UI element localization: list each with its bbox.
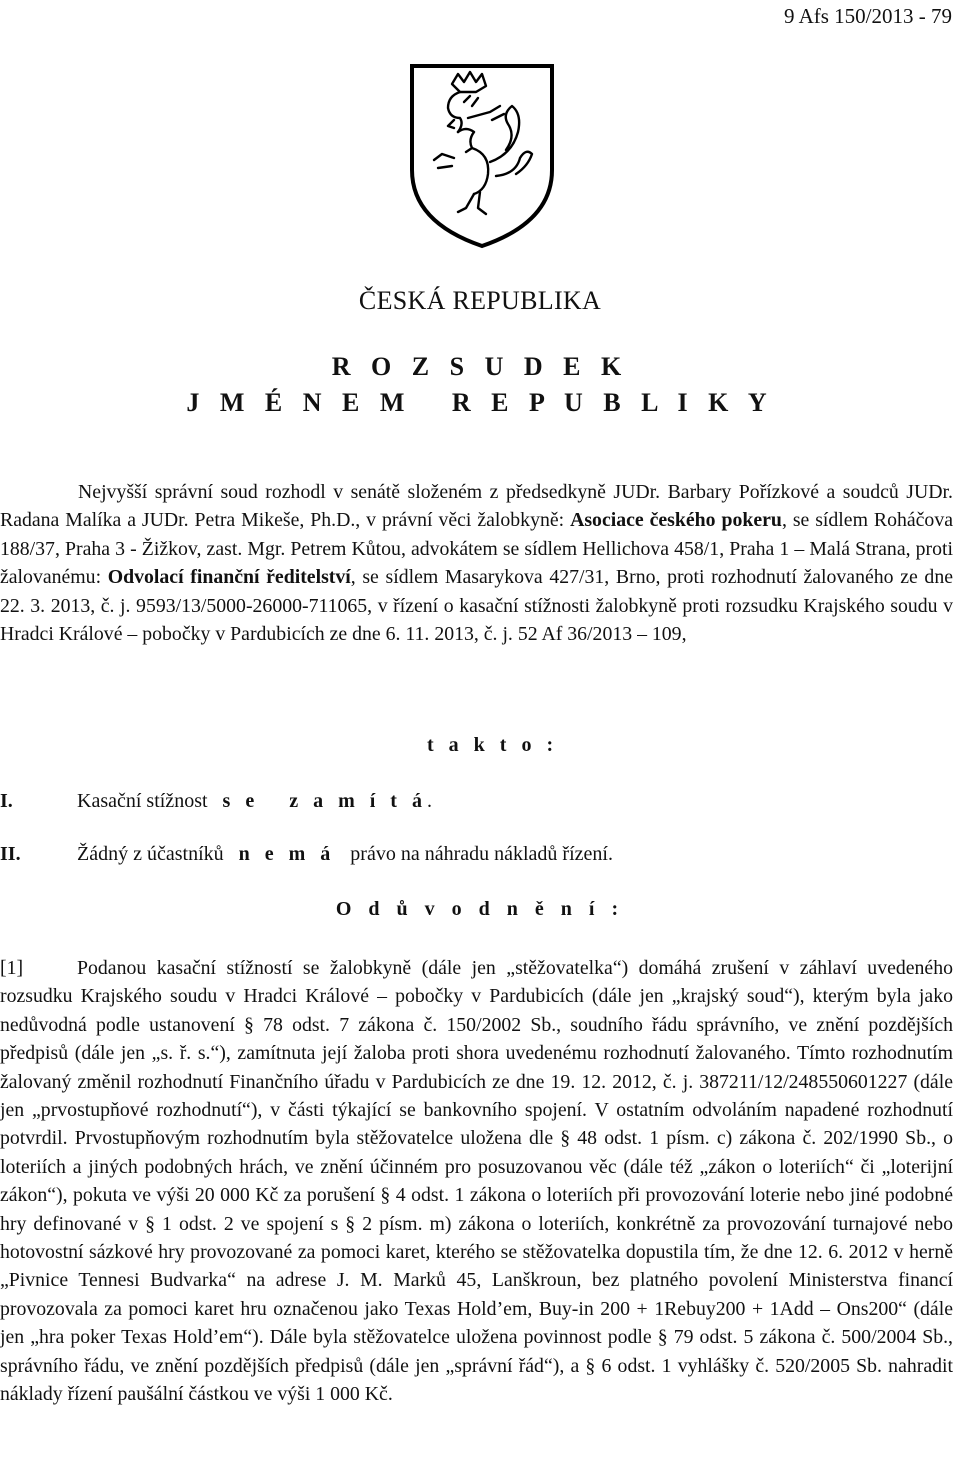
defendant-name: Odvolací finanční ředitelství bbox=[107, 566, 351, 589]
country-heading: ČESKÁ REPUBLIKA bbox=[358, 286, 602, 315]
reasoning-heading: O d ů v o d n ě n í : bbox=[335, 898, 625, 920]
takto-heading: t a k t o : bbox=[427, 734, 559, 756]
verdict-number: II. bbox=[0, 843, 21, 865]
verdict-pre: Kasační stížnost bbox=[77, 790, 208, 812]
verdict-item-2 bbox=[0, 843, 960, 873]
verdict-post: . bbox=[426, 790, 432, 812]
intro-paragraph bbox=[0, 478, 953, 648]
verdict-post: právo na náhradu nákladů řízení. bbox=[350, 843, 613, 865]
verdict-text bbox=[77, 843, 613, 866]
verdict-text bbox=[77, 790, 432, 813]
verdict-item-1 bbox=[0, 790, 960, 820]
paragraph-label: [1] bbox=[0, 957, 24, 979]
paragraph-text: Podanou kasační stížností se žalobkyně (dále jen „stěžovatelka“) domáhá zrušení v záhlaví uvedeného rozsudku Krajského soudu v Hradci Králové – pobočky v Pardubicích (dále jen „krajský soud“), kterým byla jako nedůvodná podle ustanovení § 78 odst. 7 zákona č. 150/2002 Sb., soudního řádu správního, ve znění pozdějších předpisů (dále jen „s. ř. s.“), zamítnuta její žaloba proti shora uvedenému rozhodnutí žalovaného. Tímto rozhodnutím žalovaný změnil rozhodnutí Finančního úřadu v Pardubicích ze dne 19. 12. 2012, č. j. 387211/12/248550601227 (dále jen „prvostupňové rozhodnutí“), v části týkající se bankovního spojení. V ostatním odvoláním napadené rozhodnutí potvrdil. Prvostupňovým rozhodnutím byla stěžovatelce uložena dle § 48 odst. 1 písm. c) zákona č. 202/1990 Sb., o loteriích a jiných podobných hrách, ve znění účinném pro posuzovanou věc (dále též „zákon o loteriích“ či „loterijní zákon“), pokuta ve výši 20 000 Kč za porušení § 4 odst. 1 zákona o loteriích při provozování loterie nebo jiné podobné hry definované v § 1 odst. 2 ve spojení s § 2 písm. m) zákona o loteriích, konkrétně za provozování turnajové nebo hotovostní sázkové hry provozované za pomoci karet, kterého se stěžovatelka dopustila tím, že dne 12. 6. 2012 v herně „Pivnice Tennesi Budvarka“ na adrese J. M. Marků 45, Lanškroun, bez platného povolení Ministerstva financí provozovala za pomoci karet hru označenou jako Texas Hold’em, Buy-in 200 + 1Rebuy200 + 1Add – Ons200“ (dále jen „hra poker Texas Hold’em“). Dále byla stěžovatelce uložena povinnost podle § 79 odst. 5 zákona č. 500/2004 Sb., správního řádu, ve znění pozdějších předpisů (dále jen „správní řád“), a § 6 odst. 1 vyhlášky č. 520/2005 Sb. nahradit náklady řízení paušální částkou ve výši 1 000 Kč. bbox=[0, 957, 953, 1406]
coat-of-arms-icon bbox=[408, 62, 556, 250]
verdict-number: I. bbox=[0, 790, 13, 812]
verdict-spaced: s e z a m í t á bbox=[222, 790, 427, 812]
case-number: 9 Afs 150/2013 - 79 bbox=[784, 4, 952, 28]
reasoning-paragraph-1 bbox=[0, 954, 953, 1409]
judgment-title: R O Z S U D E K bbox=[331, 352, 629, 381]
judgment-subtitle: J M É N E M R E P U B L I K Y bbox=[186, 388, 774, 417]
plaintiff-name: Asociace českého pokeru bbox=[570, 509, 782, 532]
intro-text-2: , se sídlem Roháčova 188/37, Praha 3 - Žižkov, zast. Mgr. Petrem Kůtou, advokátem se sídlem Hellichova 458/1, Praha 1 – Malá Strana, proti žalovanému: bbox=[0, 509, 953, 589]
intro-text-1: Nejvyšší správní soud rozhodl v senátě složeném z předsedkyně JUDr. Barbary Pořízkové a soudců JUDr. Radana Malíka a JUDr. Petra Mikeše, Ph.D., v právní věci žalobkyně: bbox=[0, 481, 953, 532]
intro-text-3: , se sídlem Masarykova 427/31, Brno, proti rozhodnutí žalovaného ze dne 22. 3. 2013, č. j. 9593/13/5000-26000-711065, v řízení o kasační stížnosti žalobkyně proti rozsudku Krajského soudu v Hradci Králové – pobočky v Pardubicích ze dne 6. 11. 2013, č. j. 52 Af 36/2013 – 109, bbox=[0, 566, 953, 646]
verdict-pre: Žádný z účastníků bbox=[77, 843, 224, 865]
verdict-spaced: n e m á bbox=[238, 843, 336, 865]
